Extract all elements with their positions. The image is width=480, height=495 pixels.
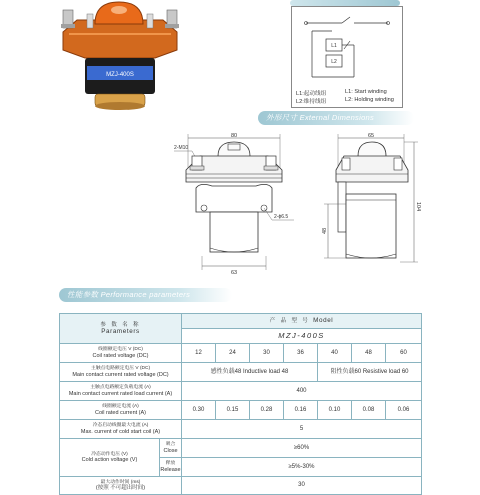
table-cell: 0.10 xyxy=(318,401,352,420)
side-view-drawing xyxy=(318,130,422,280)
dim-hole: 2-ϕ6.5 xyxy=(274,214,289,220)
table-cell: 0.06 xyxy=(386,401,422,420)
table-cell: 40 xyxy=(318,344,352,363)
coil-l2-label: L2 xyxy=(331,59,337,65)
row-label-coil-voltage: 线圈额定电压 V (DC) Coil rated voltage (DC) xyxy=(60,344,182,363)
row-label-action-time: 最大动作时间 (ms) (按照 不可超出时间) xyxy=(60,477,182,495)
front-view-drawing xyxy=(172,130,296,280)
sub-label-release: 释放 Release xyxy=(160,458,182,477)
table-cell: 0.08 xyxy=(352,401,386,420)
table-cell: 0.28 xyxy=(250,401,284,420)
table-cell: 30 xyxy=(250,344,284,363)
model-header: 产 品 型 号 Model xyxy=(182,314,422,329)
table-cell: 0.30 xyxy=(182,401,216,420)
table-row xyxy=(60,363,422,382)
table-cell: 48 xyxy=(352,344,386,363)
params-header: 参 数 名 称 Parameters xyxy=(60,314,182,344)
table-row xyxy=(60,401,422,420)
legend-l1: L1:起动线组 xyxy=(296,91,327,97)
table-cell: 60 xyxy=(386,344,422,363)
table-cell: 400 xyxy=(182,382,422,401)
performance-parameters-banner: 性能参数 Performance parameters xyxy=(59,288,232,302)
table-cell: 0.16 xyxy=(284,401,318,420)
row-label-cold-start: 冷态启动线圈最大电流 (A) Max. current of cold start coil (A) xyxy=(60,420,182,439)
external-dimensions-banner: 外形尺寸 External Dimensions xyxy=(258,111,414,125)
dim-height-total: 104 xyxy=(415,202,421,212)
table-cell: 12 xyxy=(182,344,216,363)
table-cell: 感性负载48 Inductive load 48 xyxy=(182,363,318,382)
coil-l1-label: L1 xyxy=(331,43,337,49)
legend-l2-en: L2: Holding winding xyxy=(345,97,394,103)
table-row xyxy=(60,439,422,458)
row-label-coil-current: 线圈额定电流 (A) Coil rated current (A) xyxy=(60,401,182,420)
table-cell: ≥5%-30% xyxy=(182,458,422,477)
table-row xyxy=(60,344,422,363)
table-cell: 5 xyxy=(182,420,422,439)
dim-height-lower: 48 xyxy=(322,227,328,234)
row-label-load-current: 主触点电路额定负载电流 (A) Main contact current rated load current (A) xyxy=(60,382,182,401)
table-cell: 36 xyxy=(284,344,318,363)
table-row xyxy=(60,477,422,495)
dim-bolt: 2-M10 xyxy=(174,145,189,151)
model-value: MZJ-400S xyxy=(182,329,422,344)
dim-width-side: 65 xyxy=(367,133,375,139)
table-cell: 24 xyxy=(216,344,250,363)
sub-label-close: 吸合 Close xyxy=(160,439,182,458)
row-label-main-voltage: 主触点电路额定电压 V (DC) Main contact current rated voltage (DC) xyxy=(60,363,182,382)
table-cell: 阻性负载60 Resistive load 60 xyxy=(318,363,422,382)
row-label-cold-action: 冷态动作电压 (V) Cold action voltage (V) xyxy=(60,439,160,477)
wiring-diagram xyxy=(291,6,403,108)
product-label-text: MZJ-400S xyxy=(106,72,134,78)
table-row xyxy=(60,420,422,439)
product-photo xyxy=(55,0,185,115)
dim-width-base: 63 xyxy=(230,270,238,276)
table-cell: 0.15 xyxy=(216,401,250,420)
performance-table xyxy=(59,313,422,495)
legend-l1-en: L1: Start winding xyxy=(345,89,387,95)
table-row xyxy=(60,382,422,401)
dim-width-front: 80 xyxy=(230,133,238,139)
legend-l2: L2:维持线组 xyxy=(296,99,327,105)
table-cell: 30 xyxy=(182,477,422,495)
table-cell: ≥60% xyxy=(182,439,422,458)
